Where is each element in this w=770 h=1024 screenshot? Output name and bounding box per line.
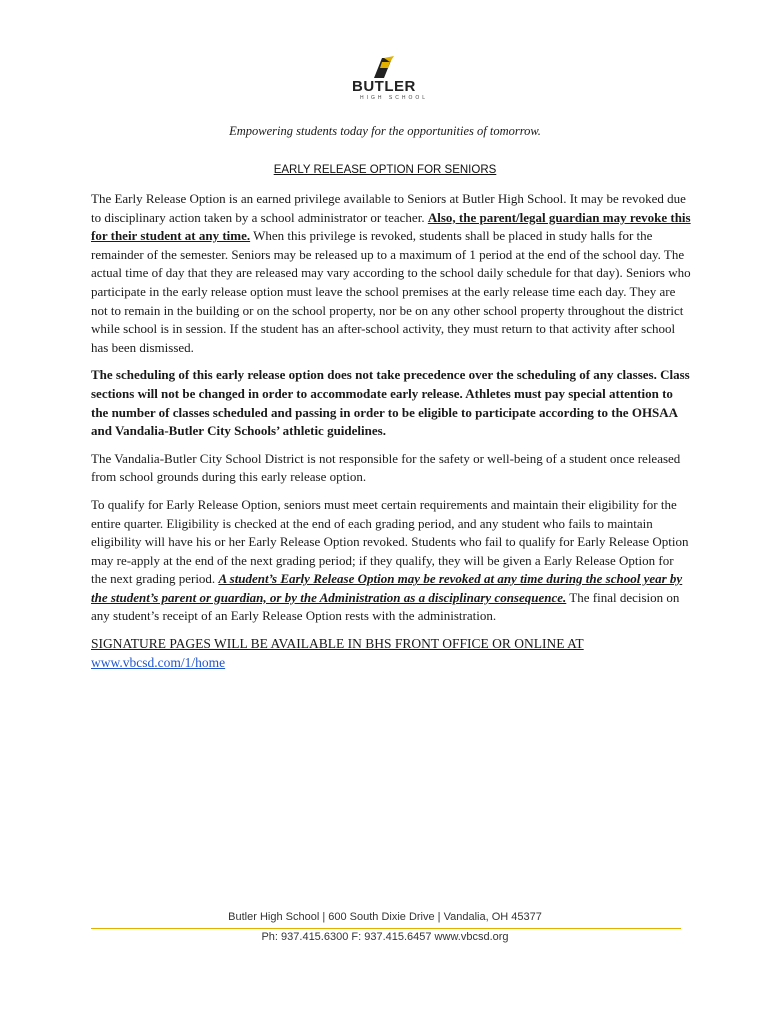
signature-text: SIGNATURE PAGES WILL BE AVAILABLE IN BHS FRONT OFFICE OR ONLINE AT (91, 636, 584, 652)
logo-subtext: HIGH SCHOOL (360, 95, 429, 101)
footer-address: Butler High School | 600 South Dixie Drive | Vandalia, OH 45377 (228, 911, 542, 923)
aviator-logo-icon (370, 56, 396, 80)
website-link[interactable]: www.vbcsd.com/1/home (91, 654, 226, 670)
intro-text-cont: When this privilege is revoked, students shall be placed in study halls for the remainder of the semester. Seniors may be released up to a maximum of 1 period at the end of the school day. The actual time of day that they are released may vary according to the school daily schedule for that day). Seniors who participate in the early release option must leave the school premises at the early release time each day. They are not to remain in the building or on the school property, nor be on any other school property throughout the district while school is in session. If the student has an after-school activity, they must return to that activity after school has been dismissed. (91, 228, 691, 355)
paragraph-qualify (91, 496, 691, 626)
qualify-emphasis: A student’s Early Release Option may be revoked at any time during the school year by the student’s parent or guardian, or by the Administration as a disciplinary consequence. (91, 571, 683, 605)
paragraph-scheduling: The scheduling of this early release option does not take precedence over the scheduling of any classes. Class sections will not be changed in order to accommodate early release. Athletes must pay special attention to the number of classes scheduled and passing in order to be eligible to participate according to the OHSAA and Vandalia-Butler City Schools’ athletic guidelines. (91, 367, 690, 439)
logo-wordmark: BUTLER (352, 78, 416, 95)
intro-emphasis: Also, the parent/legal guardian may revoke this for their student at any time. (91, 209, 691, 244)
qualify-text: To qualify for Early Release Option, seniors must meet certain requirements and maintain their eligibility for the entire quarter. Eligibility is checked at the end of each grading period, and any student who fails to maintain eligibility will have his or her Early Release Option revoked. Students who fail to qualify for Early Release Option may re-apply at the end of the next grading period; if they qualify, they will be given a Early Release Option for the next grading period. (91, 496, 689, 587)
intro-text: The Early Release Option is an earned privilege available to Seniors at Butler High School. It may be revoked due to disciplinary action taken by a school administrator or teacher. (91, 191, 686, 225)
footer-contact: Ph: 937.415.6300 F: 937.415.6457 www.vbcsd.org (261, 931, 509, 943)
paragraph-liability: The Vandalia-Butler City School District is not responsible for the safety or well-being of a student once released from school grounds during this early release option. (91, 450, 681, 485)
document-body (91, 190, 691, 681)
tagline: Empowering students today for the opportunities of tomorrow. (229, 124, 541, 138)
paragraph-intro (91, 190, 691, 357)
document-title: EARLY RELEASE OPTION FOR SENIORS (273, 164, 497, 176)
school-logo (340, 56, 430, 102)
qualify-text-cont: The final decision on any student’s receipt of an Early Release Option rests with the administration. (91, 589, 680, 624)
signature-notice (91, 635, 691, 672)
footer-divider (91, 928, 681, 929)
